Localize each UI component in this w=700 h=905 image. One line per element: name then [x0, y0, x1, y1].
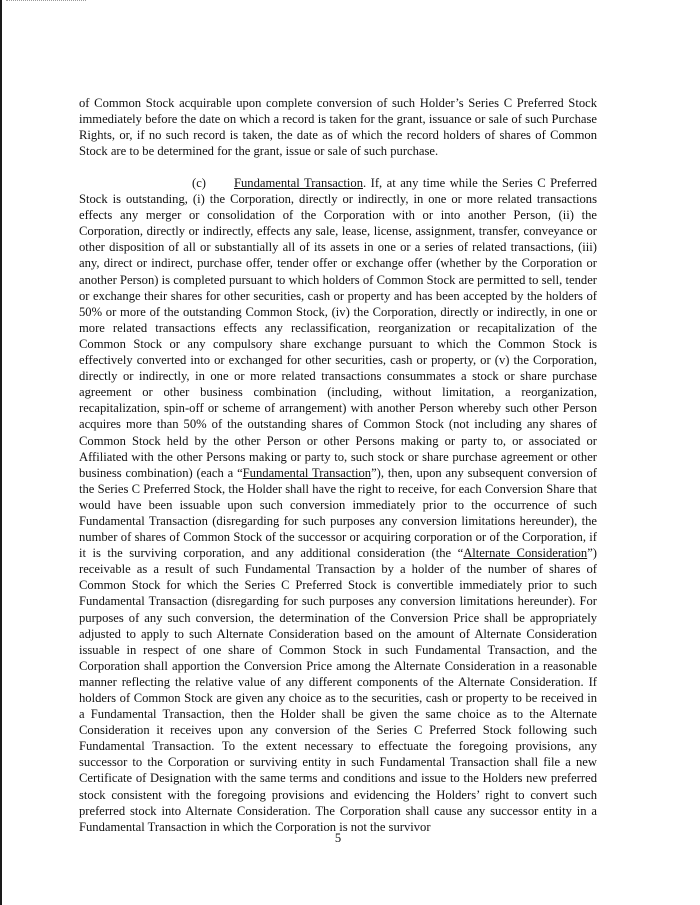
- section-body-part-1: . If, at any time while the Series C Preferred Stock is outstanding, (i) the Corporation, directly or indirectly, in one or more related transactions effects any merger or consolidation of the Corporation with or into another Person, (ii) the Corporation, directly or indirectly, effects any sale, lease, license, assignment, transfer, conveyance or other disposition of all or substantially all of its assets in one or a series of related transactions, (iii) any, direct or indirect, purchase offer, tender offer or exchange offer (whether by the Corporation or another Person) is completed pursuant to which holders of Common Stock are permitted to sell, tender or exchange their shares for other securities, cash or property and has been accepted by the holders of 50% or more of the outstanding Common Stock, (iv) the Corporation, directly or indirectly, in one or more related transactions effects any reclassification, reorganization or recapitalization of the Common Stock or any compulsory share exchange pursuant to which the Common Stock is effectively converted into or exchanged for other securities, cash or property, or (v) the Corporation, directly or indirectly, in one or more related transactions consummates a stock or share purchase agreement or other business combination (including, without limitation, a reorganization, recapitalization, spin-off or scheme of arrangement) with another Person whereby such other Person acquires more than 50% of the outstanding shares of Common Stock (not including any shares of Common Stock held by the other Person or other Persons making or party to, or associated or Affiliated with the other Persons making or party to, such stock or share purchase agreement or other business combination) (each a “: [79, 176, 597, 480]
- continuation-paragraph: [79, 95, 597, 159]
- section-marker: (c): [192, 176, 206, 190]
- defined-term-fundamental-transaction: Fundamental Transaction: [242, 465, 372, 480]
- scan-top-mark: [6, 0, 86, 2]
- defined-term-alternate-consideration: Alternate Consideration: [463, 546, 588, 561]
- section-body-part-2: ”), then, upon any subsequent conversion of the Series C Preferred Stock, the Holder shall have the right to receive, for each Conversion Share that would have been issuable upon such conversion immediately prior to the occurrence of such Fundamental Transaction (disregarding for such purposes any conversion limitations hereunder), the number of shares of Common Stock of the successor or acquiring corporation or of the Corporation, if it is the surviving corporation, and any additional consideration (the “: [79, 465, 597, 561]
- page-number: 5: [334, 831, 342, 845]
- continuation-paragraph-text: of Common Stock acquirable upon complete conversion of such Holder’s Series C Preferred Stock immediately before the date on which a record is taken for the grant, issuance or sale of such Purchase Rights, or, if no such record is taken, the date as of which the record holders of shares of Common Stock are to be determined for the grant, issue or sale of such purchase.: [79, 96, 597, 159]
- section-c-paragraph: [79, 175, 597, 835]
- scan-left-edge: [0, 0, 2, 905]
- section-heading: Fundamental Transaction: [233, 176, 363, 190]
- section-body-part-3: ”) receivable as a result of such Fundamental Transaction by a holder of the number of shares of Common Stock for which the Series C Preferred Stock is convertible immediately prior to such Fundamental Transaction (disregarding for such purposes any conversion limitations hereunder). For purposes of any such conversion, the determination of the Conversion Price shall be appropriately adjusted to apply to such Alternate Consideration based on the amount of Alternate Consideration issuable in respect of one share of Common Stock in such Fundamental Transaction, and the Corporation shall apportion the Conversion Price among the Alternate Consideration in a reasonable manner reflecting the relative value of any different components of the Alternate Consideration. If holders of Common Stock are given any choice as to the securities, cash or property to be received in a Fundamental Transaction, then the Holder shall be given the same choice as to the Alternate Consideration it receives upon any conversion of the Series C Preferred Stock following such Fundamental Transaction. To the extent necessary to effectuate the foregoing provisions, any successor to the Corporation or surviving entity in such Fundamental Transaction shall file a new Certificate of Designation with the same terms and conditions and issue to the Holders new preferred stock consistent with the foregoing provisions and evidencing the Holders’ right to convert such preferred stock into Alternate Consideration. The Corporation shall cause any successor entity in a Fundamental Transaction in which the Corporation is not the survivor: [79, 546, 597, 834]
